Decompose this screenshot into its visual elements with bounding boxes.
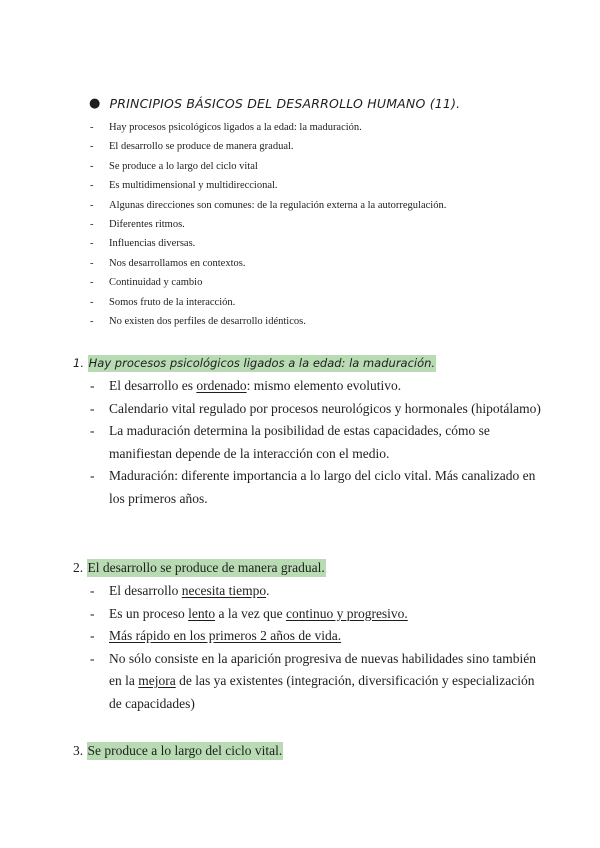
list-item-text: Nos desarrollamos en contextos. xyxy=(109,257,246,269)
dash-marker: - xyxy=(90,122,94,133)
list-item-text: Influencias diversas. xyxy=(109,238,196,250)
list-item-text: Calendario vital regulado por procesos neurológicos y hormonales (hipotálamo) xyxy=(109,400,541,416)
dash-marker: - xyxy=(90,316,94,328)
list-item-text xyxy=(109,580,543,603)
list-item xyxy=(73,420,543,465)
list-item-text: La maduración determina la posibilidad de estas capacidades, cómo se manifiestan depende de la interacción con el medio. xyxy=(109,423,490,461)
underlined-text: continuo y progresivo. xyxy=(285,605,408,621)
section-number: 2. xyxy=(73,560,84,575)
list-item xyxy=(90,234,446,253)
text-run: a la vez que xyxy=(215,605,286,621)
underlined-text: lento xyxy=(188,605,216,621)
list-item xyxy=(90,157,446,176)
dash-marker: - xyxy=(90,180,94,192)
dash-marker: - xyxy=(90,296,94,308)
list-item xyxy=(73,465,543,510)
list-item xyxy=(73,375,543,398)
underlined-text: mejora xyxy=(138,673,176,688)
list-item-text: Hay procesos psicológicos ligados a la edad: la maduración. xyxy=(109,122,362,133)
dash-marker: - xyxy=(90,238,94,250)
section-number: 3. xyxy=(73,743,84,758)
list-item xyxy=(90,196,446,215)
list-item-text xyxy=(109,375,543,398)
list-item xyxy=(90,215,446,234)
dash-marker: - xyxy=(90,583,95,598)
dash-marker: - xyxy=(90,160,94,172)
section-heading-highlight: Hay procesos psicológicos ligados a la edad: la maduración. xyxy=(88,356,436,370)
list-item xyxy=(73,580,543,603)
section-number: 1. xyxy=(73,356,84,370)
section-items xyxy=(73,580,543,715)
text-run: El desarrollo es xyxy=(109,378,197,393)
underlined-text: ordenado xyxy=(196,378,247,393)
section-heading xyxy=(73,741,543,761)
document-title xyxy=(89,96,460,111)
list-item xyxy=(73,648,543,716)
list-item-text: Es multidimensional y multidireccional. xyxy=(109,180,278,192)
list-item-text: Maduración: diferente importancia a lo largo del ciclo vital. Más canalizado en los primeros años. xyxy=(109,468,536,506)
list-item-text: Diferentes ritmos. xyxy=(109,219,185,231)
dash-marker: - xyxy=(90,219,94,231)
list-item xyxy=(90,254,446,273)
list-item xyxy=(90,118,446,137)
text-run: . xyxy=(266,583,270,598)
list-item xyxy=(73,603,543,626)
list-item-text: No existen dos perfiles de desarrollo idénticos. xyxy=(109,316,306,328)
section-heading-highlight: Se produce a lo largo del ciclo vital. xyxy=(87,743,283,758)
list-item-text: Somos fruto de la interacción. xyxy=(109,296,236,308)
dash-marker: - xyxy=(90,468,95,483)
dash-marker: - xyxy=(90,277,94,289)
section-heading xyxy=(73,353,543,373)
list-item-text: El desarrollo se produce de manera gradual. xyxy=(109,141,294,153)
text-run: El desarrollo xyxy=(109,583,182,598)
text-run: : mismo elemento evolutivo. xyxy=(246,378,402,393)
dash-marker: - xyxy=(90,199,94,211)
dash-marker: - xyxy=(90,628,95,643)
list-item-text: Más rápido en los primeros 2 años de vida. xyxy=(109,628,342,643)
dash-marker: - xyxy=(90,400,95,416)
list-item-text: Se produce a lo largo del ciclo vital xyxy=(109,160,258,172)
section-heading-highlight: El desarrollo se produce de manera gradual. xyxy=(87,560,325,575)
dash-marker: - xyxy=(90,378,95,393)
text-run: No sólo consiste en la aparición progresiva de nuevas habilidades sino también en la xyxy=(109,650,537,688)
dash-marker: - xyxy=(90,257,94,269)
list-item xyxy=(90,312,446,331)
bullet-icon: ● xyxy=(89,96,101,111)
dash-marker: - xyxy=(90,141,94,153)
list-item xyxy=(90,176,446,195)
underlined-text: necesita tiempo xyxy=(181,583,267,598)
list-item-text: Continuidad y cambio xyxy=(109,277,203,289)
text-run: Es un proceso xyxy=(109,605,189,621)
list-item xyxy=(90,137,446,156)
list-item-text xyxy=(109,648,543,716)
title-text: PRINCIPIOS BÁSICOS DEL DESARROLLO HUMANO (11). xyxy=(109,96,461,111)
section-3 xyxy=(73,741,543,761)
section-1 xyxy=(73,353,543,510)
list-item xyxy=(90,273,446,292)
section-items xyxy=(73,375,543,510)
dash-marker: - xyxy=(90,423,95,438)
text-run: de las ya existentes (integración, diversificación y especialización de capacidades) xyxy=(109,673,535,711)
section-2 xyxy=(73,558,543,715)
list-item xyxy=(90,293,446,312)
principles-summary-list xyxy=(90,118,446,331)
dash-marker: - xyxy=(90,650,95,666)
list-item xyxy=(73,625,543,648)
list-item xyxy=(73,398,543,421)
section-heading xyxy=(73,558,543,578)
list-item-text xyxy=(109,603,543,626)
list-item-text: Algunas direcciones son comunes: de la regulación externa a la autorregulación. xyxy=(109,199,447,211)
dash-marker: - xyxy=(90,605,95,621)
